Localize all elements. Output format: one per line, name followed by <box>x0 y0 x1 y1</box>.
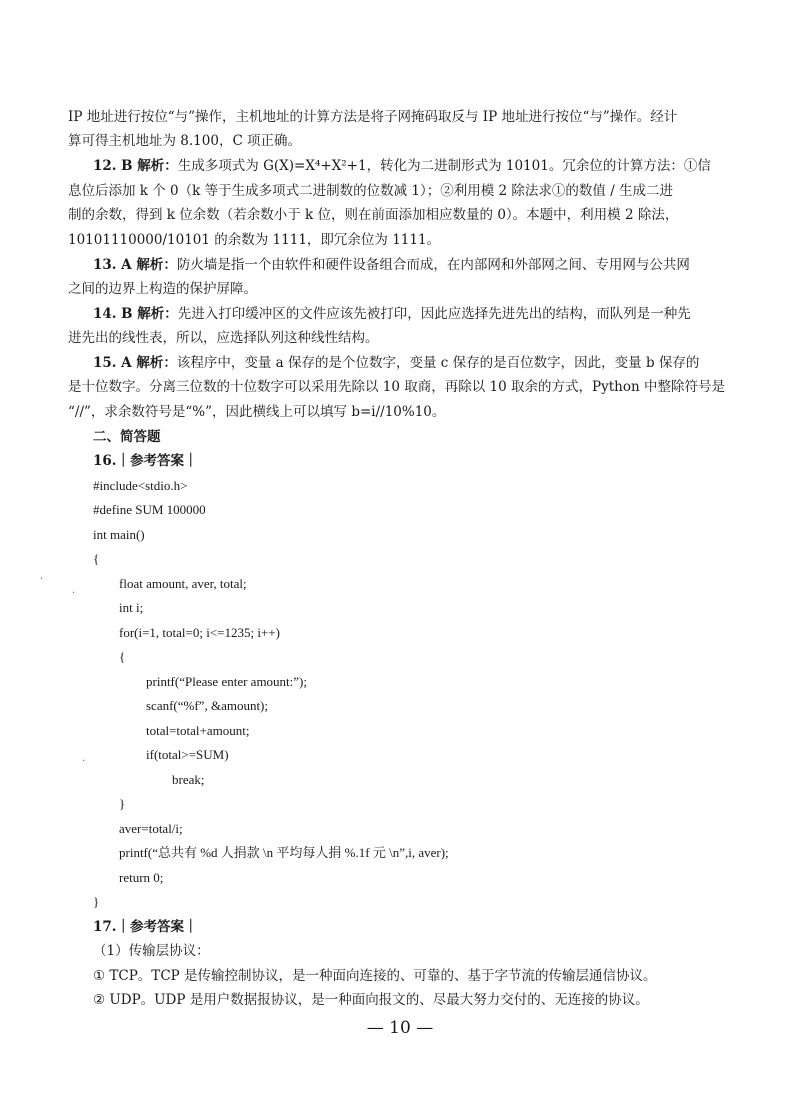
code-line: #include<stdio.h> <box>93 478 188 493</box>
scan-mark: · <box>72 588 76 599</box>
scan-mark: · <box>82 756 86 767</box>
text-line: 是十位数字。分离三位数的十位数字可以采用先除以 10 取商，再除以 10 取余的方式，Python 中整除符号是 <box>68 379 725 395</box>
answer-15-label: 15. A 解析： <box>93 355 177 371</box>
code-line: printf(“总共有 %d 人捐款 \n 平均每人捐 %.1f 元 \n”,i, aver); <box>119 845 449 860</box>
answer-14-line: 14. B 解析：先进入打印缓冲区的文件应该先被打印，因此应选择先进先出的结构，而队列是一种先 <box>93 306 691 322</box>
code-line: int main() <box>93 527 145 542</box>
text-line: 进先出的线性表，所以，应选择队列这种线性结构。 <box>68 330 379 346</box>
scan-mark: · <box>40 574 44 585</box>
code-line: total=total+amount; <box>146 723 250 738</box>
code-line: { <box>119 649 126 664</box>
text-line: 制的余数，得到 k 位余数（若余数小于 k 位，则在前面添加相应数量的 0）。本题中，利用模 2 除法， <box>68 207 679 223</box>
code-line: } <box>119 796 126 811</box>
section-heading: 二、简答题 <box>93 429 161 445</box>
text-line: 算可得主机地址为 8.100，C 项正确。 <box>68 133 302 149</box>
text-line: ② UDP。UDP 是用户数据报协议，是一种面向报文的、尽最大努力交付的、无连接的协议。 <box>93 992 649 1008</box>
text-line: “//”，求余数符号是“%”，因此横线上可以填写 b=i//10%10。 <box>68 404 446 420</box>
code-line: #define SUM 100000 <box>93 502 206 517</box>
code-line: printf(“Please enter amount:”); <box>146 674 307 689</box>
answer-13-label: 13. A 解析： <box>93 257 177 273</box>
text-line: ① TCP。TCP 是传输控制协议，是一种面向连接的、可靠的、基于字节流的传输层通信协议。 <box>93 968 657 984</box>
answer-15-line: 15. A 解析：该程序中，变量 a 保存的是个位数字，变量 c 保存的是百位数字，因此，变量 b 保存的 <box>93 355 700 371</box>
page-number: — 10 — <box>366 1018 434 1038</box>
code-line: return 0; <box>119 870 164 885</box>
code-line: if(total>=SUM) <box>146 747 229 762</box>
code-line: float amount, aver, total; <box>119 576 247 591</box>
code-line: scanf(“%f”, &amount); <box>146 698 269 713</box>
code-line: for(i=1, total=0; i<=1235; i++) <box>119 625 280 640</box>
code-line: int i; <box>119 600 144 615</box>
text-line: 10101110000/10101 的余数为 1111，即冗余位为 1111。 <box>68 232 441 248</box>
text-line: 息位后添加 k 个 0（k 等于生成多项式二进制数的位数减 1）；②利用模 2 除法求①的数值 / 生成二进 <box>68 183 674 199</box>
answer-12-label: 12. B 解析： <box>93 158 178 174</box>
answer-16-label: 16.｜参考答案｜ <box>93 453 198 469</box>
text-line: 之间的边界上构造的保护屏障。 <box>68 281 257 297</box>
answer-17-label: 17.｜参考答案｜ <box>93 919 198 935</box>
text-line: IP 地址进行按位“与”操作，主机地址的计算方法是将子网掩码取反与 IP 地址进行按位“与”操作。经计 <box>68 109 678 125</box>
code-line: aver=total/i; <box>119 821 183 836</box>
code-line: { <box>93 551 100 566</box>
answer-12-line: 12. B 解析：生成多项式为 G(X)=X⁴+X²+1，转化为二进制形式为 10101。冗余位的计算方法：①信 <box>93 158 711 174</box>
answer-14-label: 14. B 解析： <box>93 306 178 322</box>
answer-13-line: 13. A 解析：防火墙是指一个由软件和硬件设备组合而成，在内部网和外部网之间、专用网与公共网 <box>93 257 690 273</box>
text-line: （1）传输层协议： <box>93 943 210 959</box>
code-line: } <box>93 894 100 909</box>
code-line: break; <box>172 772 205 787</box>
